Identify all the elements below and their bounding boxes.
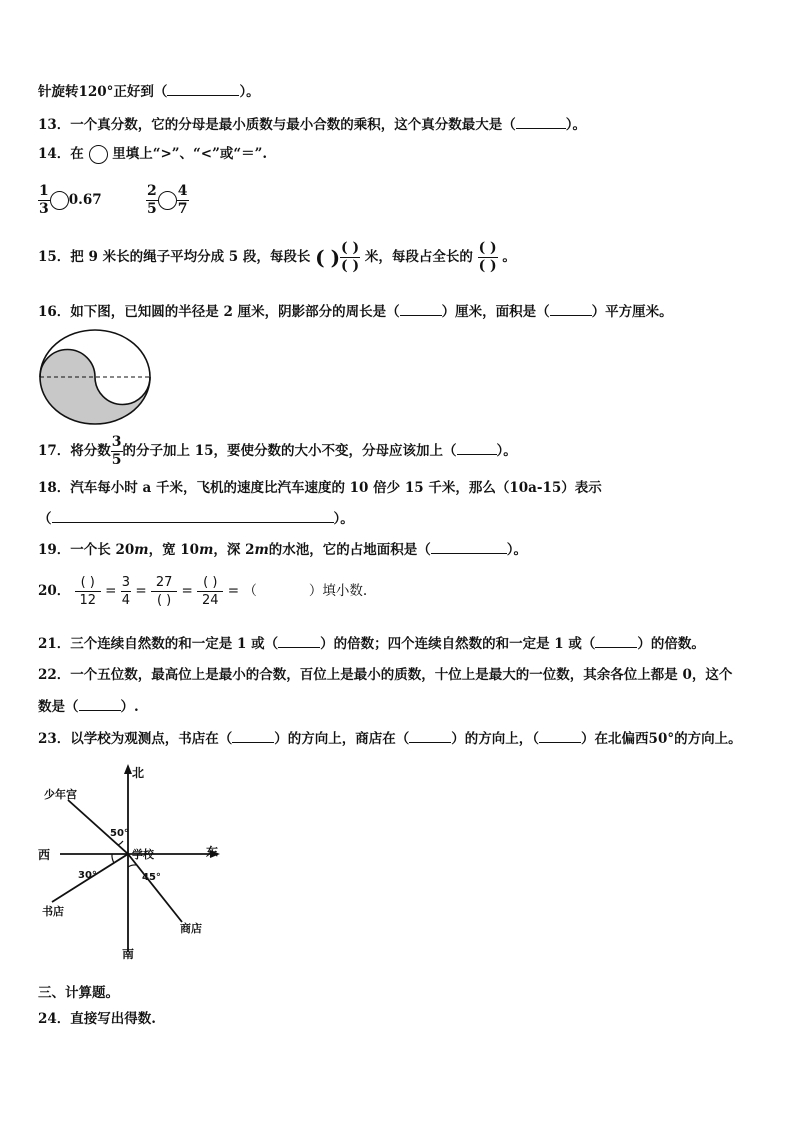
q23-text-c: ）的方向上，（ <box>451 731 540 747</box>
q23-text-b: ）的方向上，商店在（ <box>274 731 410 747</box>
q23-blank-2[interactable] <box>409 729 451 743</box>
q18-number: 18． <box>38 480 71 496</box>
q18-blank[interactable] <box>52 509 334 523</box>
q22-number: 22． <box>38 667 71 683</box>
q20-frac-1[interactable] <box>75 574 101 609</box>
frac-numerator: ( ) <box>75 574 101 592</box>
label-youth-palace: 少年宫 <box>44 788 77 801</box>
compare-circle-icon[interactable] <box>158 191 177 210</box>
q14-item-2 <box>146 183 189 218</box>
frac-denominator: 12 <box>79 593 96 608</box>
q15-paren-left: ( <box>315 245 325 270</box>
q19-unit: m <box>199 542 214 558</box>
q15-text-b: 米，每段占全长的 <box>364 249 473 265</box>
q23-blank-3[interactable] <box>539 729 581 743</box>
q16-text-a: 如下图，已知圆的半径是 2 厘米，阴影部分的周长是（ <box>70 304 400 320</box>
q19-blank[interactable] <box>431 540 507 554</box>
q16-circle-figure <box>38 328 158 428</box>
q15-paren-right: ) <box>330 245 341 270</box>
frac-numerator: ( ) <box>478 240 497 256</box>
q16-text-c: ）平方厘米。 <box>591 304 673 320</box>
q14-text-b: 里填上“>”、“<”或“＝”. <box>112 146 268 162</box>
q15-frac-answer[interactable] <box>340 240 360 275</box>
q16-number: 16． <box>38 304 71 320</box>
compass-diagram <box>30 762 240 962</box>
q14-frac-3 <box>177 183 189 218</box>
palace-ray <box>68 800 128 854</box>
frac-denominator: 3 <box>39 201 49 217</box>
equals-sign: = <box>181 583 193 599</box>
frac-numerator: 27 <box>151 574 177 592</box>
q19-text-c: ，深 2 <box>213 542 255 558</box>
q12-close: ）。 <box>239 84 260 100</box>
q16-blank-2[interactable] <box>550 302 592 316</box>
q15-end: 。 <box>502 249 516 265</box>
q21-text-a: 三个连续自然数的和一定是 1 或（ <box>70 636 279 652</box>
frac-denominator: ( ) <box>341 258 360 274</box>
equals-sign: = <box>105 583 117 599</box>
q23-angle: 50° <box>648 731 675 747</box>
angle-label-45: 45° <box>142 872 161 883</box>
question-16 <box>38 302 673 321</box>
q21-text-b: ）的倍数；四个连续自然数的和一定是 1 或（ <box>320 636 596 652</box>
q22-line-2-b: ）. <box>120 699 139 715</box>
q22-line-2-a: 数是（ <box>38 699 79 715</box>
label-east: 东 <box>206 845 219 859</box>
q16-text-b: ）厘米，面积是（ <box>441 304 550 320</box>
q19-text-b: ，宽 10 <box>148 542 200 558</box>
q20-frac-4[interactable] <box>197 574 223 609</box>
q22-blank[interactable] <box>79 697 121 711</box>
q19-text-d: 的水池，它的占地面积是（ <box>268 542 431 558</box>
question-22 <box>38 666 732 684</box>
frac-denominator: 5 <box>111 452 122 468</box>
angle-label-30: 30° <box>78 870 97 881</box>
frac-denominator: 24 <box>202 593 219 608</box>
q20-close: ）填小数. <box>308 583 368 599</box>
q18-text: 汽车每小时 a 千米，飞机的速度比汽车速度的 10 倍少 15 千米，那么（10a-15）表示 <box>70 480 602 496</box>
question-17 <box>38 434 517 469</box>
compare-circle-icon[interactable] <box>50 191 69 210</box>
q17-blank[interactable] <box>457 441 497 455</box>
frac-denominator: 4 <box>121 593 131 608</box>
question-23 <box>38 729 742 748</box>
q15-number: 15． <box>38 249 71 265</box>
frac-numerator: 3 <box>111 434 122 450</box>
frac-numerator: ( ) <box>197 574 223 592</box>
q16-blank-1[interactable] <box>400 302 442 316</box>
q14-frac-2 <box>146 183 158 218</box>
label-west: 西 <box>38 848 51 862</box>
q14-item-1 <box>38 183 102 218</box>
question-13 <box>38 115 586 134</box>
frac-denominator: 5 <box>147 201 157 217</box>
q23-text-d: ）在北偏西 <box>581 731 649 747</box>
q14-frac-1 <box>38 183 50 218</box>
shaded-region <box>40 350 150 424</box>
question-21 <box>38 634 705 653</box>
question-18 <box>38 479 602 497</box>
label-north: 北 <box>132 766 145 780</box>
q19-unit: m <box>134 542 149 558</box>
q20-frac-2 <box>121 574 131 609</box>
q12-angle: 120° <box>78 84 114 100</box>
q19-number: 19． <box>38 542 71 558</box>
question-15 <box>38 240 516 275</box>
angle-arc-30 <box>112 854 114 863</box>
q17-number: 17． <box>38 443 71 459</box>
q12-suffix: 正好到（ <box>113 84 168 100</box>
q13-number: 13． <box>38 117 71 133</box>
frac-denominator: ( ) <box>478 258 497 274</box>
frac-denominator: 7 <box>177 201 188 217</box>
question-19 <box>38 540 527 559</box>
q12-tail <box>38 82 260 101</box>
q21-blank-1[interactable] <box>278 634 320 648</box>
angle-label-50: 50° <box>110 828 129 839</box>
q21-number: 21． <box>38 636 71 652</box>
question-14 <box>38 145 267 164</box>
label-shop: 商店 <box>180 922 202 935</box>
q21-blank-2[interactable] <box>595 634 637 648</box>
q17-text-b: 的分子加上 15，要使分数的大小不变，分母应该加上（ <box>122 443 457 459</box>
q19-unit: m <box>254 542 269 558</box>
q23-blank-1[interactable] <box>232 729 274 743</box>
q24-number: 24． <box>38 1011 71 1027</box>
q15-frac-share[interactable] <box>478 240 498 275</box>
label-school: 学校 <box>132 848 154 861</box>
q20-number: 20． <box>38 583 71 599</box>
question-24 <box>38 1010 156 1028</box>
q13-text: 一个真分数，它的分母是最小质数与最小合数的乘积，这个真分数最大是（ <box>70 117 516 133</box>
q22-line-1: 一个五位数，最高位上是最小的合数，百位上是最小的质数，十位上是最大的一位数，其余各位上都是 0，这个 <box>70 667 733 683</box>
question-20 <box>38 574 367 609</box>
question-22-line-2 <box>38 697 139 716</box>
q19-close: ）。 <box>506 542 528 558</box>
equals-sign: = <box>227 583 240 599</box>
frac-numerator: ( ) <box>341 240 360 256</box>
equals-sign: = <box>135 583 147 599</box>
north-arrow-icon <box>124 764 132 774</box>
angle-arc-45 <box>128 865 136 867</box>
frac-numerator: 3 <box>121 575 131 590</box>
q14-decimal: 0.67 <box>68 192 102 208</box>
q23-number: 23． <box>38 731 71 747</box>
frac-denominator: ( ) <box>156 593 172 608</box>
q20-frac-3[interactable] <box>151 574 177 609</box>
label-bookstore: 书店 <box>42 905 64 918</box>
q19-text-a: 一个长 20 <box>70 542 135 558</box>
q14-number: 14． <box>38 146 71 162</box>
q17-frac <box>111 434 123 469</box>
q21-text-c: ）的倍数。 <box>637 636 705 652</box>
q15-text-a: 把 9 米长的绳子平均分成 5 段，每段长 <box>70 249 311 265</box>
frac-numerator: 2 <box>147 183 157 199</box>
q12-blank[interactable] <box>167 82 239 96</box>
section-3-heading: 三、计算题。 <box>38 985 119 1001</box>
q18-close: ）。 <box>333 511 354 527</box>
question-18-answer <box>38 509 354 528</box>
angle-arc-50 <box>118 841 123 845</box>
q20-open: （ <box>243 583 257 599</box>
frac-numerator: 4 <box>177 183 188 199</box>
q14-text-a: 在 <box>70 146 84 162</box>
shop-ray <box>128 854 182 922</box>
frac-numerator: 1 <box>39 183 49 199</box>
compare-circle-icon <box>89 145 108 164</box>
label-south: 南 <box>122 947 135 961</box>
q13-close: ）。 <box>565 117 587 133</box>
q18-open: （ <box>38 511 52 527</box>
q23-text-a: 以学校为观测点，书店在（ <box>70 731 233 747</box>
q17-close: ）。 <box>496 443 517 459</box>
q17-text-a: 将分数 <box>70 443 111 459</box>
q12-prefix: 针旋转 <box>38 84 79 100</box>
q13-blank[interactable] <box>516 115 566 129</box>
q23-text-e: 的方向上。 <box>674 731 742 747</box>
q24-text: 直接写出得数. <box>70 1011 156 1027</box>
